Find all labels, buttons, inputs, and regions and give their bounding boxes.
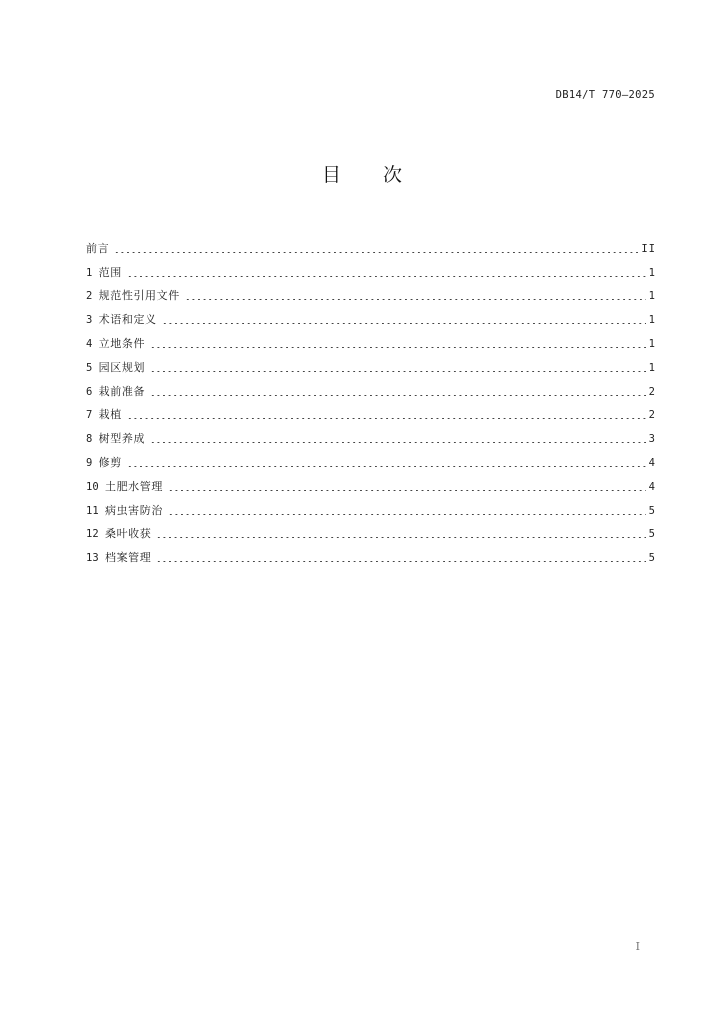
toc-leader-dots	[127, 418, 646, 419]
toc-number: 5	[86, 361, 99, 374]
toc-number: 7	[86, 409, 99, 422]
toc-number: 8	[86, 433, 99, 446]
toc-leader-dots	[150, 442, 646, 443]
title-char-1: 目	[321, 164, 341, 186]
toc-entry-normative-references[interactable]	[86, 280, 656, 304]
toc-number: 1	[86, 266, 99, 279]
toc-leader-dots	[127, 276, 646, 277]
toc-entry-pre-planting[interactable]	[86, 375, 656, 399]
toc-number: 10	[86, 480, 105, 493]
toc-number: 4	[86, 337, 99, 350]
toc-page-number: 3	[648, 433, 656, 446]
toc-label: 修剪	[98, 455, 122, 469]
toc-entry-site-conditions[interactable]	[86, 327, 656, 351]
toc-number: 3	[86, 314, 99, 327]
toc-page-number: 1	[648, 314, 656, 327]
toc-leader-dots	[150, 371, 646, 372]
title-char-2: 次	[383, 164, 403, 186]
toc-label: 立地条件	[98, 336, 146, 350]
toc-label: 土肥水管理	[104, 479, 163, 493]
toc-entry-terms-definitions[interactable]	[86, 303, 656, 327]
toc-label: 桑叶收获	[104, 527, 152, 541]
toc-entry-pruning[interactable]	[86, 446, 656, 470]
toc-entry-park-planning[interactable]	[86, 351, 656, 375]
toc-leader-dots	[156, 561, 645, 562]
toc-number: 6	[86, 385, 99, 398]
toc-label: 栽前准备	[98, 384, 146, 398]
toc-label: 树型养成	[98, 432, 146, 446]
toc-label: 术语和定义	[98, 313, 157, 327]
toc-number: 13	[86, 552, 105, 565]
page-number: I	[635, 940, 640, 953]
toc-label: 规范性引用文件	[98, 289, 180, 303]
toc-entry-foreword[interactable]	[86, 232, 656, 256]
toc-entry-records[interactable]	[86, 541, 656, 565]
toc-entry-pest-control[interactable]	[86, 494, 656, 518]
toc-page-number: II	[641, 242, 656, 255]
toc-page-number: 5	[648, 552, 656, 565]
toc-label: 档案管理	[104, 551, 152, 565]
toc-page-number: 2	[648, 409, 656, 422]
toc-page-number: 1	[648, 361, 656, 374]
toc-page-number: 1	[648, 337, 656, 350]
toc-label: 范围	[98, 265, 122, 279]
toc-leader-dots	[168, 490, 646, 491]
toc-leader-dots	[150, 395, 646, 396]
toc-leader-dots	[156, 537, 645, 538]
page-title	[0, 160, 724, 187]
toc-leader-dots	[162, 323, 646, 324]
toc-page-number: 5	[648, 528, 656, 541]
toc-label: 园区规划	[98, 360, 146, 374]
toc-entry-soil-fertilizer-water[interactable]	[86, 470, 656, 494]
toc-page-number: 1	[648, 290, 656, 303]
toc-leader-dots	[127, 466, 646, 467]
toc-label: 病虫害防治	[104, 503, 163, 517]
toc-entry-tree-shaping[interactable]	[86, 422, 656, 446]
toc-number: 9	[86, 456, 99, 469]
toc-page-number: 2	[648, 385, 656, 398]
toc-page-number: 4	[648, 456, 656, 469]
toc-entry-leaf-harvest[interactable]	[86, 518, 656, 542]
table-of-contents	[86, 232, 656, 565]
toc-leader-dots	[150, 347, 646, 348]
toc-leader-dots	[185, 299, 646, 300]
toc-entry-planting[interactable]	[86, 399, 656, 423]
toc-page-number: 1	[648, 266, 656, 279]
standard-code: DB14/T 770—2025	[555, 89, 655, 101]
toc-number: 2	[86, 290, 99, 303]
toc-number: 12	[86, 528, 105, 541]
toc-page-number: 5	[648, 504, 656, 517]
toc-page-number: 4	[648, 480, 656, 493]
toc-leader-dots	[168, 514, 646, 515]
toc-entry-scope[interactable]	[86, 256, 656, 280]
toc-leader-dots	[114, 252, 638, 253]
toc-label: 前言	[86, 241, 110, 255]
toc-label: 栽植	[98, 408, 122, 422]
toc-number: 11	[86, 504, 105, 517]
